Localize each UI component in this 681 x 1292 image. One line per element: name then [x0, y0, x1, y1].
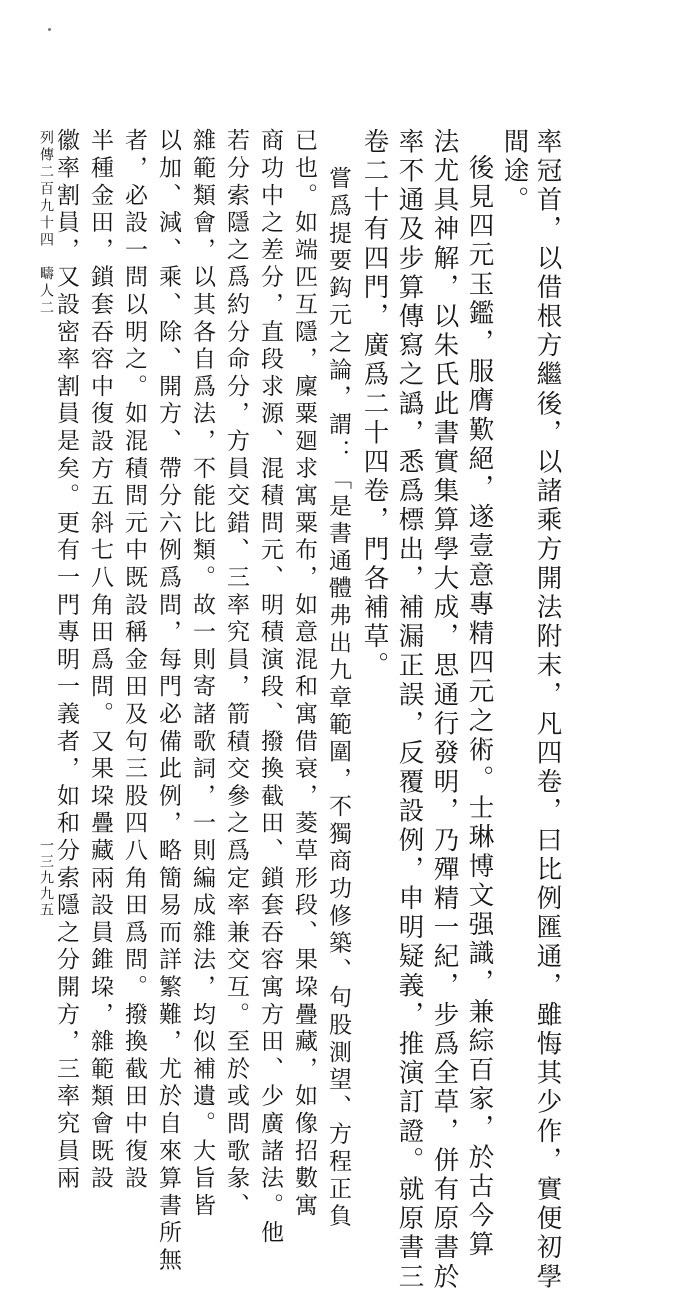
text-column-3: 後見四元玉鑑，服膺歎絕，遂壹意專精四元之術。士琳博文强識，兼綜百家，於古今算 — [464, 154, 495, 1260]
commentary-column-8: 半種金田，鎖套吞容中復設方五斜七八角田爲問。又果垜疊藏兩設員錐垜，雜範類會既設 — [87, 128, 113, 1193]
commentary-column-7: 者，必設一問以明之。如混積問元中既設稱金田及句三股四八角田爲問。撥換截田中復設 — [121, 128, 147, 1193]
commentary-column-6: 以加、減、乘、除、開方、帶分六例爲問，每門必備此例，略簡易而詳繁難，尤於自來算書所無 — [155, 128, 181, 1275]
text-column-5: 率不通及步算傳寫之譌，悉爲標出，補漏正誤，反覆設例，申明疑義，推演訂證。就原書三 — [394, 128, 425, 1292]
text-column-6: 卷二十有四門，廣爲二十四卷，門各補草。 — [359, 128, 390, 681]
commentary-column-2: 已也。如端匹互隱，廩粟廻求寓粟布，如意混和寓借衰，菱草形段、果垜疊藏，如像招數寓 — [291, 128, 317, 1220]
commentary-column-9: 徽率割員，又設密率割員是矣。更有一門專明一義者，如和分索隱之分開方，三率究員兩 — [53, 128, 79, 1193]
commentary-column-3: 商功中之差分，直段求源、混積問元、明積演段、撥換截田、鎖套吞容寓方田、少廣諸法。他 — [257, 128, 283, 1248]
running-title: 列傳二百九十四 疇人二 — [38, 130, 54, 317]
commentary-column-4: 若分索隱之爲約分命分，方員交錯、三率究員，箭積交參之爲定率兼交互。至於或問歌彖、 — [223, 128, 249, 1220]
commentary-column-1: 嘗爲提要鈎元之論，謂：「是書通體弗出九章範圍，不獨商功修築、句股測望、方程正負 — [325, 166, 351, 1231]
text-column-1: 率冠首，以借根方繼後，以諸乘方開法附末，凡四卷，曰比例匯通，雖悔其少作，實便初學 — [532, 128, 563, 1292]
text-column-4: 法尤具神解，以朱氏此書實集算學大成，思通行發明，乃殫精一紀，步爲全草，併有原書於 — [429, 128, 460, 1292]
text-column-2: 間途。 — [499, 128, 530, 216]
scan-speck — [48, 28, 51, 31]
page-number: 一三九九五 — [38, 838, 54, 918]
commentary-column-5: 雜範類會，以其各自爲法，不能比類。故一則寄諸歌詞，一則編成雜法，均似補遺。大旨皆 — [189, 128, 215, 1220]
